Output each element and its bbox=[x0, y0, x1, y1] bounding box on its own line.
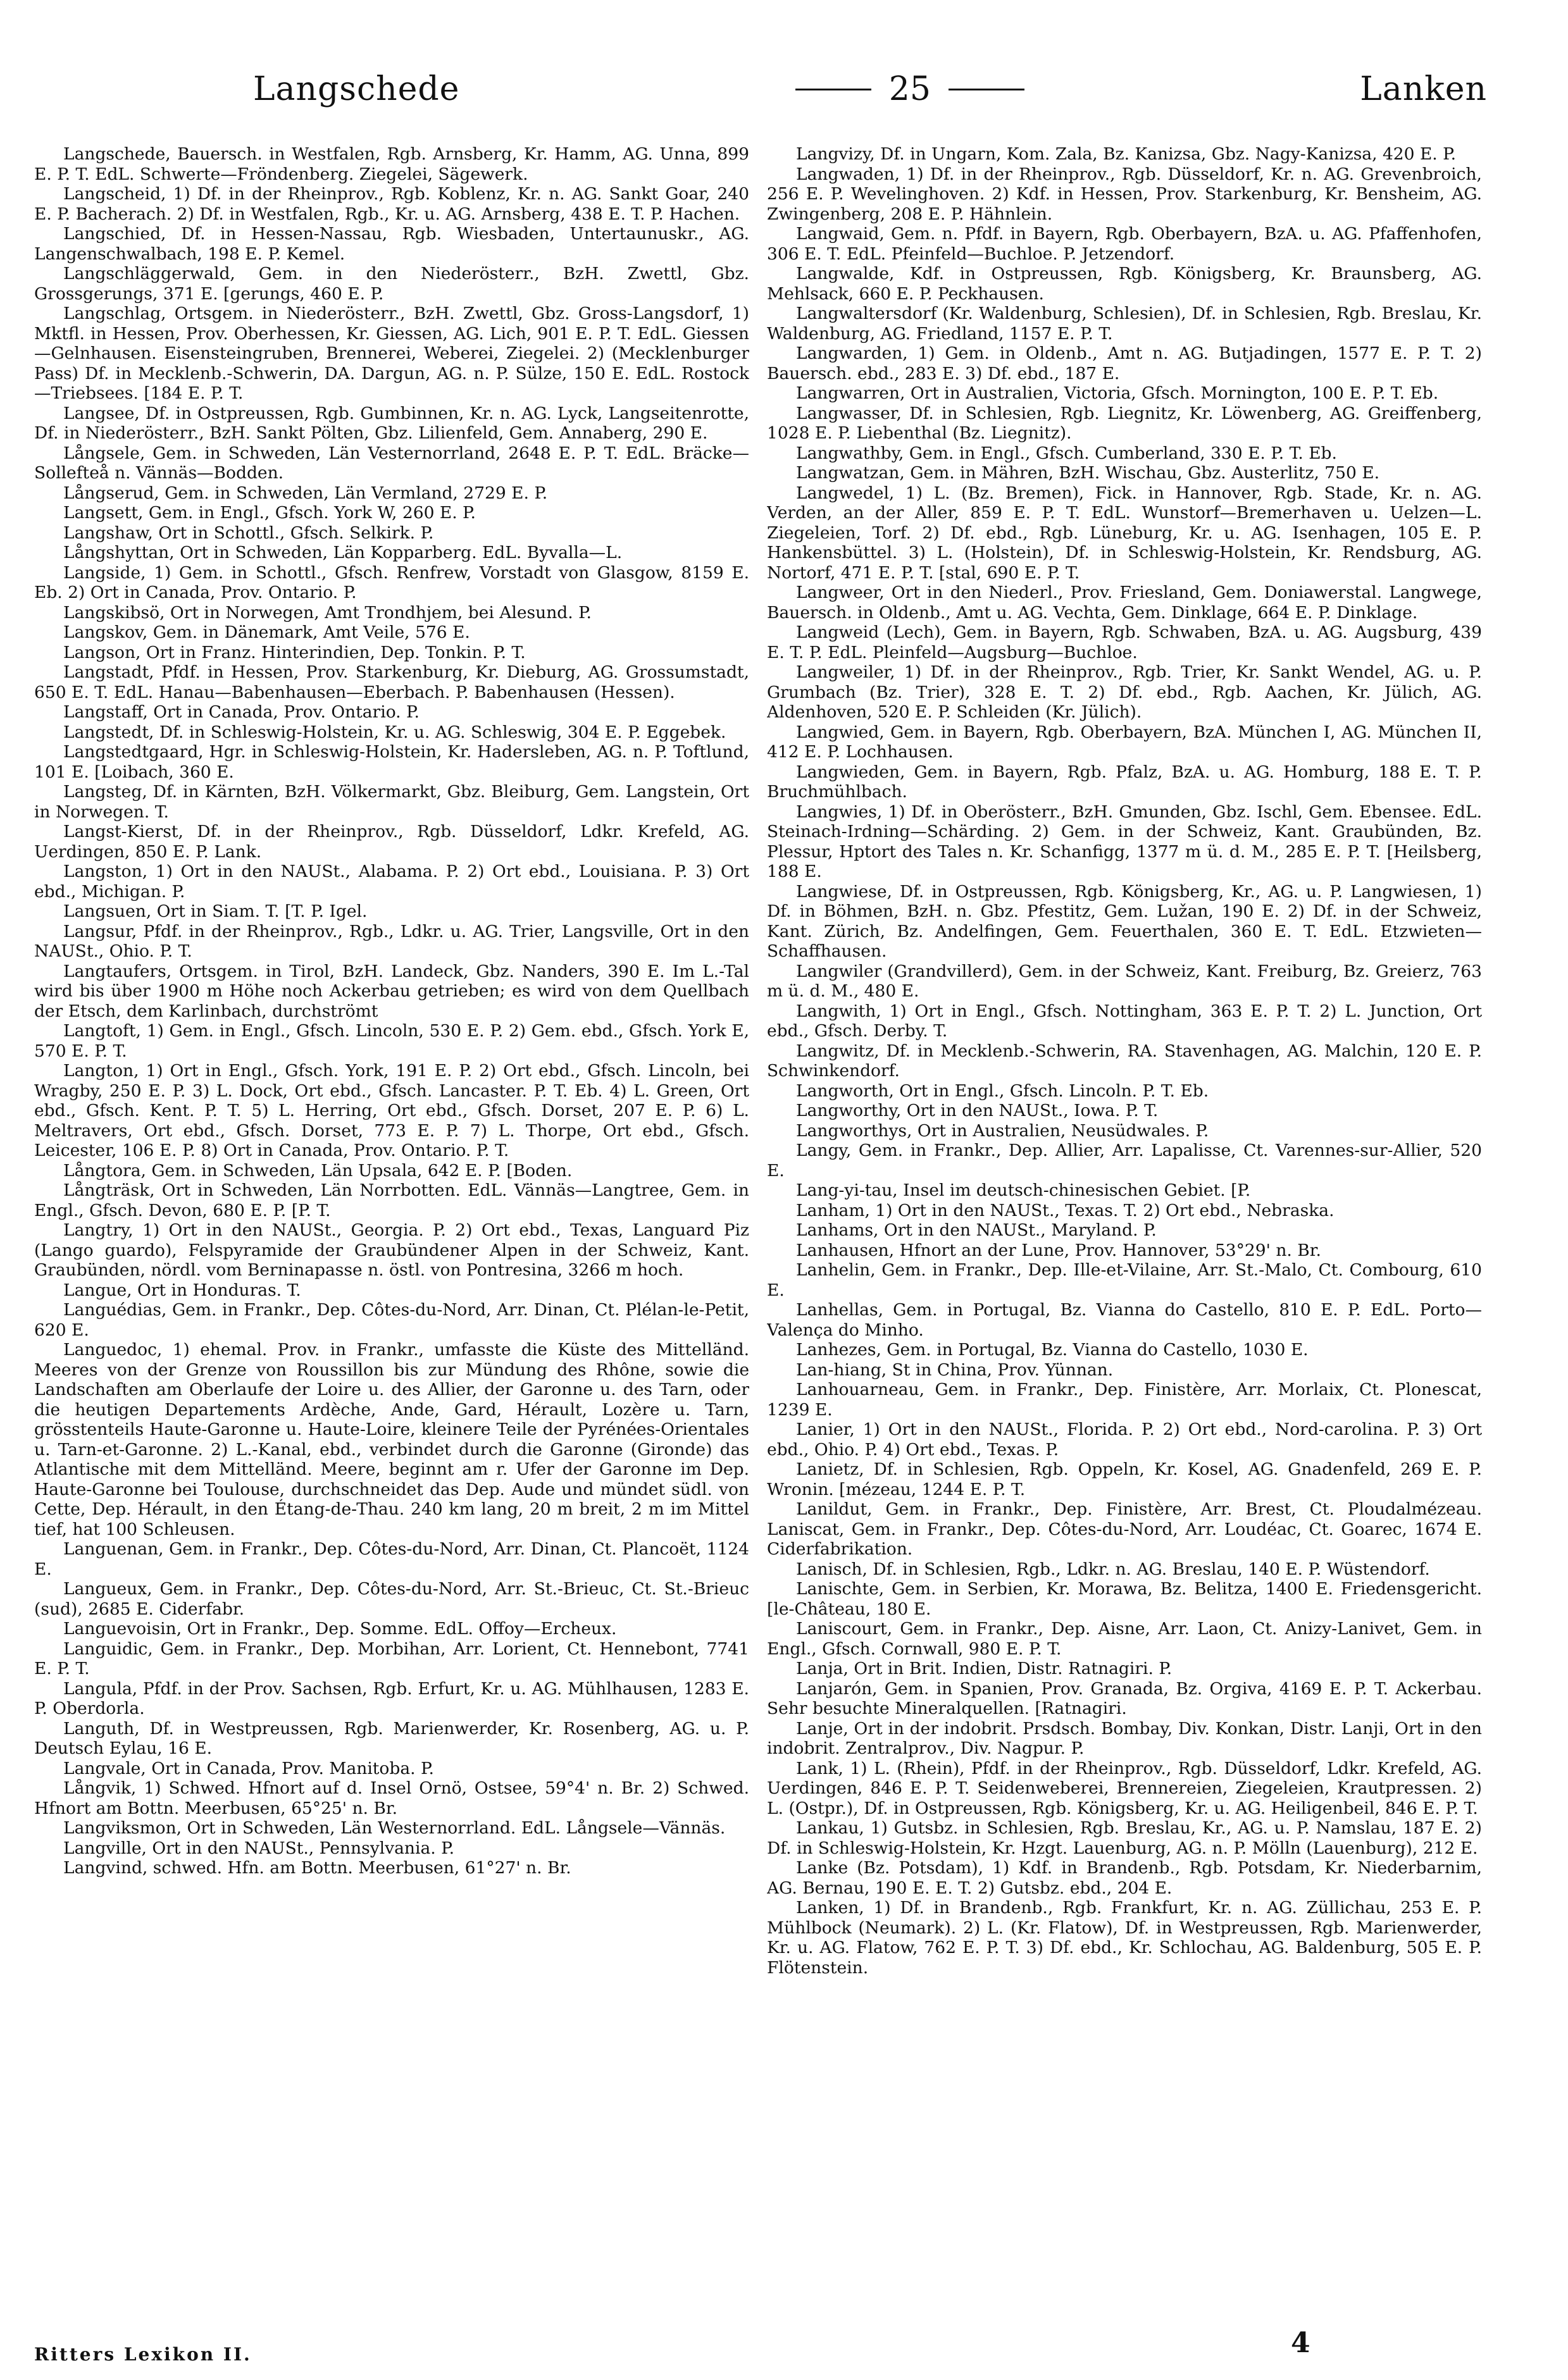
right-column bbox=[767, 144, 1482, 2342]
dictionary-entry: Langwaden, 1) Df. in der Rheinprov., Rgb. Düsseldorf, Kr. n. AG. Grevenbroich, 256 E. P. Wevelinghoven. 2) Kdf. in Hessen, Prov. Starkenburg, Kr. Bensheim, AG. Zwingenberg, 208 E. P. Hähnlein. bbox=[767, 164, 1482, 224]
dictionary-entry: Langscheid, 1) Df. in der Rheinprov., Rgb. Koblenz, Kr. n. AG. Sankt Goar, 240 E. P. Bacherach. 2) Df. in Westfalen, Rgb., Kr. u. AG. Arnsberg, 438 E. T. P. Hachen. bbox=[34, 184, 749, 224]
dictionary-entry: Langshaw, Ort in Schottl., Gfsch. Selkirk. P. bbox=[63, 523, 434, 543]
dictionary-entry: Langvizy, Df. in Ungarn, Kom. Zala, Bz. Kanizsa, Gbz. Nagy-Kanizsa, 420 E. P. bbox=[796, 144, 1457, 164]
dictionary-entry: Lanier, 1) Ort in den NAUSt., Florida. P. 2) Ort ebd., Nord-carolina. P. 3) Ort ebd., Ohio. P. 4) Ort ebd., Texas. P. bbox=[767, 1420, 1482, 1460]
dictionary-entry: Langstadt, Pfdf. in Hessen, Prov. Starkenburg, Kr. Dieburg, AG. Grossumstadt, 650 E. T. EdL. Hanau—Babenhausen—Eberbach. P. Babenhausen (Hessen). bbox=[34, 662, 749, 702]
dictionary-entry: Långvik, 1) Schwed. Hfnort auf d. Insel Ornö, Ostsee, 59°4' n. Br. 2) Schwed. Hfnort am Bottn. Meerbusen, 65°25' n. Br. bbox=[34, 1778, 749, 1818]
dictionary-entry: Langwiler (Grandvillerd), Gem. in der Schweiz, Kant. Freiburg, Bz. Greierz, 763 m ü. d. M., 480 E. bbox=[767, 961, 1482, 1001]
header-center bbox=[795, 70, 1024, 108]
dictionary-entry: Langviksmon, Ort in Schweden, Län Westernorrland. EdL. Långsele—Vännäs. bbox=[63, 1818, 726, 1838]
dictionary-entry: Languth, Df. in Westpreussen, Rgb. Marienwerder, Kr. Rosenberg, AG. u. P. Deutsch Eylau, 16 E. bbox=[34, 1718, 749, 1758]
dictionary-entry: Lanja, Ort in Brit. Indien, Distr. Ratnagiri. P. bbox=[796, 1659, 1173, 1678]
dictionary-entry: Langweiler, 1) Df. in der Rheinprov., Rgb. Trier, Kr. Sankt Wendel, AG. u. P. Grumbach (Bz. Trier), 328 E. T. 2) Df. ebd., Rgb. Aachen, Kr. Jülich, AG. Aldenhoven, 520 E. P. Schleiden (Kr. Jülich). bbox=[767, 662, 1482, 722]
page-number: 25 bbox=[888, 70, 931, 108]
dictionary-entry: Laniscourt, Gem. in Frankr., Dep. Aisne, Arr. Laon, Ct. Anizy-Lanivet, Gem. in Engl., Gfsch. Cornwall, 980 E. P. T. bbox=[767, 1619, 1482, 1659]
dictionary-entry: Lanhouarneau, Gem. in Frankr., Dep. Finistère, Arr. Morlaix, Ct. Plonescat, 1239 E. bbox=[767, 1380, 1482, 1420]
dictionary-entry: Lanhezes, Gem. in Portugal, Bz. Vianna do Castello, 1030 E. bbox=[796, 1340, 1309, 1360]
dictionary-entry: Langue, Ort in Honduras. T. bbox=[63, 1280, 301, 1300]
dictionary-entry: Langwitz, Df. in Mecklenb.-Schwerin, RA. Stavenhagen, AG. Malchin, 120 E. P. Schwinkendorf. bbox=[767, 1041, 1482, 1081]
dictionary-entry: Langskibsö, Ort in Norwegen, Amt Trondhjem, bei Alesund. P. bbox=[63, 602, 592, 623]
dictionary-entry: Lang-yi-tau, Insel im deutsch-chinesischen Gebiet. [P. bbox=[796, 1181, 1251, 1200]
dictionary-entry: Langwaid, Gem. n. Pfdf. in Bayern, Rgb. Oberbayern, BzA. u. AG. Pfaffenhofen, 306 E. T. EdL. Pfeinfeld—Buchloe. P. Jetzendorf. bbox=[767, 224, 1482, 264]
dictionary-entry: Lanhausen, Hfnort an der Lune, Prov. Hannover, 53°29' n. Br. bbox=[796, 1240, 1321, 1260]
dictionary-entry: Langstaff, Ort in Canada, Prov. Ontario. P. bbox=[63, 702, 420, 722]
dictionary-entry: Langwith, 1) Ort in Engl., Gfsch. Nottingham, 363 E. P. T. 2) L. Junction, Ort ebd., Gfsch. Derby. T. bbox=[767, 1001, 1482, 1041]
dictionary-entry: Langy, Gem. in Frankr., Dep. Allier, Arr. Lapalisse, Ct. Varennes-sur-Allier, 520 E. bbox=[767, 1141, 1482, 1181]
dictionary-entry: Langsett, Gem. in Engl., Gfsch. York W, 260 E. P. bbox=[63, 503, 476, 523]
dictionary-entry: Langtry, 1) Ort in den NAUSt., Georgia. P. 2) Ort ebd., Texas, Languard Piz (Lango guardo), Felspyramide der Graubündener Alpen in der Schweiz, Kant. Graubünden, nördl. vom Berninapasse n. östl. von Pontresina, 3266 m hoch. bbox=[34, 1220, 749, 1280]
dictionary-entry: Lanje, Ort in der indobrit. Prsdsch. Bombay, Div. Konkan, Distr. Lanji, Ort in den indobrit. Zentralprov., Div. Nagpur. P. bbox=[767, 1718, 1482, 1758]
dictionary-entry: Lanildut, Gem. in Frankr., Dep. Finistère, Arr. Brest, Ct. Ploudalmézeau. Laniscat, Gem. in Frankr., Dep. Côtes-du-Nord, Arr. Loudéac, Ct. Goarec, 1674 E. Ciderfabrikation. bbox=[767, 1499, 1482, 1559]
dictionary-entry: Lanke (Bz. Potsdam), 1) Kdf. in Brandenb., Rgb. Potsdam, Kr. Niederbarnim, AG. Bernau, 190 E. E. T. 2) Gutsbz. ebd., 204 E. bbox=[767, 1858, 1482, 1898]
dictionary-entry: Langula, Pfdf. in der Prov. Sachsen, Rgb. Erfurt, Kr. u. AG. Mühlhausen, 1283 E. P. Oberdorla. bbox=[34, 1678, 749, 1718]
dictionary-entry: Langwies, 1) Df. in Oberösterr., BzH. Gmunden, Gbz. Ischl, Gem. Ebensee. EdL. Steinach-Irdning—Schärding. 2) Gem. in der Schweiz, Kant. Graubünden, Bz. Plessur, Hptort des Tales n. Kr. Schanfigg, 1377 m ü. d. M., 285 E. P. T. [Heilsberg, 188 E. bbox=[767, 802, 1482, 881]
dictionary-entry: Langton, 1) Ort in Engl., Gfsch. York, 191 E. P. 2) Ort ebd., Gfsch. Lincoln, bei Wragby, 250 E. P. 3) L. Dock, Ort ebd., Gfsch. Lancaster. P. T. Eb. 4) L. Green, Ort ebd., Gfsch. Kent. P. T. 5) L. Herring, Ort ebd., Gfsch. Dorset, 207 E. P. 6) L. Meltravers, Ort ebd., Gfsch. Dorset, 773 E. P. 7) L. Thorpe, Ort ebd., Gfsch. Leicester, 106 E. P. 8) Ort in Canada, Prov. Ontario. P. T. bbox=[34, 1061, 749, 1160]
dictionary-entry: Langwarden, 1) Gem. in Oldenb., Amt n. AG. Butjadingen, 1577 E. P. T. 2) Bauersch. ebd., 283 E. 3) Df. ebd., 187 E. bbox=[767, 344, 1482, 383]
footer-sheet-mark: 4 bbox=[1291, 2327, 1310, 2359]
dictionary-entry: Langst-Kierst, Df. in der Rheinprov., Rgb. Düsseldorf, Ldkr. Krefeld, AG. Uerdingen, 850 E. P. Lank. bbox=[34, 822, 749, 862]
dictionary-entry: Languenan, Gem. in Frankr., Dep. Côtes-du-Nord, Arr. Dinan, Ct. Plancoët, 1124 E. bbox=[34, 1539, 749, 1579]
header-dash-left bbox=[795, 89, 871, 90]
header-dash-right bbox=[949, 89, 1024, 90]
dictionary-entry: Langstedt, Df. in Schleswig-Holstein, Kr. u. AG. Schleswig, 304 E. P. Eggebek. bbox=[63, 722, 726, 742]
dictionary-entry: Langson, Ort in Franz. Hinterindien, Dep. Tonkin. P. T. bbox=[63, 642, 526, 662]
dictionary-entry: Langwieden, Gem. in Bayern, Rgb. Pfalz, BzA. u. AG. Homburg, 188 E. T. P. Bruchmühlbach. bbox=[767, 762, 1482, 802]
dictionary-entry: Langskov, Gem. in Dänemark, Amt Veile, 576 E. bbox=[63, 623, 470, 642]
dictionary-entry: Languevoisin, Ort in Frankr., Dep. Somme. EdL. Offoy—Ercheux. bbox=[63, 1619, 617, 1639]
dictionary-entry: Langwedel, 1) L. (Bz. Bremen), Fick. in Hannover, Rgb. Stade, Kr. n. AG. Verden, an der Aller, 859 E. P. T. EdL. Wunstorf—Bremerhaven u. Uelzen—L. Ziegeleien, Torf. 2) Df. ebd., Rgb. Lüneburg, Kr. u. AG. Isenhagen, 105 E. P. Hankensbüttel. 3) L. (Holstein), Df. in Schleswig-Holstein, Kr. Rendsburg, AG. Nortorf, 471 E. P. T. [stal, 690 E. P. T. bbox=[767, 483, 1482, 583]
dictionary-entry: Langside, 1) Gem. in Schottl., Gfsch. Renfrew, Vorstadt von Glasgow, 8159 E. Eb. 2) Ort in Canada, Prov. Ontario. P. bbox=[34, 562, 749, 602]
dictionary-entry: Langueux, Gem. in Frankr., Dep. Côtes-du-Nord, Arr. St.-Brieuc, Ct. St.-Brieuc (sud), 2685 E. Ciderfabr. bbox=[34, 1579, 749, 1619]
dictionary-entry: Langsee, Df. in Ostpreussen, Rgb. Gumbinnen, Kr. n. AG. Lyck, Langseitenrotte, Df. in Niederösterr., BzH. Sankt Pölten, Gbz. Lilienfeld, Gem. Annaberg, 290 E. bbox=[34, 403, 749, 443]
dictionary-entry: Lanjarón, Gem. in Spanien, Prov. Granada, Bz. Orgiva, 4169 E. P. T. Ackerbau. Sehr besuchte Mineralquellen. [Ratnagiri. bbox=[767, 1678, 1482, 1718]
dictionary-entry: Långsele, Gem. in Schweden, Län Vesternorrland, 2648 E. P. T. EdL. Bräcke—Sollefteå n. Vännäs—Bodden. bbox=[34, 443, 749, 483]
dictionary-entry: Lanham, 1) Ort in den NAUSt., Texas. T. 2) Ort ebd., Nebraska. bbox=[796, 1200, 1335, 1220]
dictionary-entry: Langwasser, Df. in Schlesien, Rgb. Liegnitz, Kr. Löwenberg, AG. Greiffenberg, 1028 E. P. Liebenthal (Bz. Liegnitz). bbox=[767, 403, 1482, 443]
dictionary-entry: Lanhams, Ort in den NAUSt., Maryland. P. bbox=[796, 1220, 1157, 1240]
dictionary-entry: Languédias, Gem. in Frankr., Dep. Côtes-du-Nord, Arr. Dinan, Ct. Plélan-le-Petit, 620 E. bbox=[34, 1300, 749, 1340]
dictionary-entry: Lanisch, Df. in Schlesien, Rgb., Ldkr. n. AG. Breslau, 140 E. P. Wüstendorf. bbox=[796, 1559, 1430, 1579]
dictionary-entry: Langtoft, 1) Gem. in Engl., Gfsch. Lincoln, 530 E. P. 2) Gem. ebd., Gfsch. York E, 570 E. P. T. bbox=[34, 1021, 749, 1061]
dictionary-entry: Langsteg, Df. in Kärnten, BzH. Völkermarkt, Gbz. Bleiburg, Gem. Langstein, Ort in Norwegen. T. bbox=[34, 782, 749, 822]
dictionary-entry: Languedoc, 1) ehemal. Prov. in Frankr., umfasste die Küste des Mittelländ. Meeres von der Grenze von Roussillon bis zur Mündung des Rhône, sowie die Landschaften am Oberlaufe der Loire u. des Allier, der Garonne u. des Tarn, oder die heutigen Departements Ardèche, Ande, Gard, Hérault, Lozère u. Tarn, grösstenteils Haute-Garonne u. Haute-Loire, kleinere Teile der Pyrénées-Orientales u. Tarn-et-Garonne. 2) L.-Kanal, ebd., verbindet durch die Garonne (Gironde) das Atlantische mit dem Mittelländ. Meere, beginnt am r. Ufer der Garonne im Dep. Haute-Garonne bei Toulouse, durchschneidet das Dep. Aude und mündet südl. von Cette, Dep. Hérault, in den Étang-de-Thau. 240 km lang, 20 m breit, 2 m im Mittel tief, hat 100 Schleusen. bbox=[34, 1340, 749, 1539]
dictionary-entry: Lankau, 1) Gutsbz. in Schlesien, Rgb. Breslau, Kr., AG. u. P. Namslau, 187 E. 2) Df. in Schleswig-Holstein, Kr. Hzgt. Lauenburg, AG. n. P. Mölln (Lauenburg), 212 E. bbox=[767, 1818, 1482, 1858]
dictionary-entry: Langworthy, Ort in den NAUSt., Iowa. P. T. bbox=[796, 1101, 1159, 1120]
dictionary-entry: Långserud, Gem. in Schweden, Län Vermland, 2729 E. P. bbox=[63, 483, 548, 503]
dictionary-entry: Langvale, Ort in Canada, Prov. Manitoba. P. bbox=[63, 1758, 434, 1778]
dictionary-entry: Lanischte, Gem. in Serbien, Kr. Morawa, Bz. Belitza, 1400 E. Friedensgericht. [le-Château, 180 E. bbox=[767, 1579, 1482, 1619]
footer-signature: Ritters Lexikon II. bbox=[34, 2344, 252, 2365]
dictionary-entry: Langvind, schwed. Hfn. am Bottn. Meerbusen, 61°27' n. Br. bbox=[63, 1858, 571, 1878]
dictionary-entry: Langwiese, Df. in Ostpreussen, Rgb. Königsberg, Kr., AG. u. P. Langwiesen, 1) Df. in Böhmen, BzH. n. Gbz. Pfestitz, Gem. Lužan, 190 E. 2) Df. in der Schweiz, Kant. Zürich, Bz. Andelfingen, Gem. Feuerthalen, 360 E. T. EdL. Etzwieten—Schaffhausen. bbox=[767, 881, 1482, 961]
dictionary-entry: Langwathby, Gem. in Engl., Gfsch. Cumberland, 330 E. P. T. Eb. bbox=[796, 443, 1337, 463]
dictionary-entry: Langwied, Gem. in Bayern, Rgb. Oberbayern, BzA. München I, AG. München II, 412 E. P. Lochhausen. bbox=[767, 722, 1482, 762]
dictionary-entry: Langschede, Bauersch. in Westfalen, Rgb. Arnsberg, Kr. Hamm, AG. Unna, 899 E. P. T. EdL. Schwerte—Fröndenberg. Ziegelei, Sägewerk. bbox=[34, 144, 749, 184]
dictionary-entry: Lanken, 1) Df. in Brandenb., Rgb. Frankfurt, Kr. n. AG. Züllichau, 253 E. P. Mühlbock (Neumark). 2) L. (Kr. Flatow), Df. in Westpreussen, Rgb. Marienwerder, Kr. u. AG. Flatow, 762 E. P. T. 3) Df. ebd., Kr. Schlochau, AG. Baldenburg, 505 E. P. Flötenstein. bbox=[767, 1898, 1482, 1978]
dictionary-entry: Langschied, Df. in Hessen-Nassau, Rgb. Wiesbaden, Untertaunuskr., AG. Langenschwalbach, 198 E. P. Kemel. bbox=[34, 224, 749, 264]
dictionary-entry: Langstedtgaard, Hgr. in Schleswig-Holstein, Kr. Hadersleben, AG. n. P. Toftlund, 101 E. [Loibach, 360 E. bbox=[34, 742, 749, 782]
dictionary-entry: Lan-hiang, St in China, Prov. Yünnan. bbox=[796, 1360, 1114, 1380]
dictionary-entry: Langtaufers, Ortsgem. in Tirol, BzH. Landeck, Gbz. Nanders, 390 E. Im L.-Tal wird bis über 1900 m Höhe noch Ackerbau getrieben; es wird von dem Quellbach der Etsch, dem Karlinbach, durchströmt bbox=[34, 961, 749, 1021]
dictionary-entry: Langville, Ort in den NAUSt., Pennsylvania. P. bbox=[63, 1838, 455, 1858]
dictionary-entry: Langworthys, Ort in Australien, Neusüdwales. P. bbox=[796, 1120, 1209, 1141]
left-column bbox=[34, 144, 749, 2342]
header-right-keyword: Lanken bbox=[1360, 70, 1487, 108]
page-header bbox=[253, 61, 1487, 118]
dictionary-entry: Långträsk, Ort in Schweden, Län Norrbotten. EdL. Vännäs—Langtree, Gem. in Engl., Gfsch. Devon, 680 E. P. [P. T. bbox=[34, 1181, 749, 1220]
dictionary-entry: Långshyttan, Ort in Schweden, Län Kopparberg. EdL. Byvalla—L. bbox=[63, 543, 623, 562]
header-left-keyword: Langschede bbox=[253, 70, 460, 108]
dictionary-entry: Langweid (Lech), Gem. in Bayern, Rgb. Schwaben, BzA. u. AG. Augsburg, 439 E. T. P. EdL. Pleinfeld—Augsburg—Buchloe. bbox=[767, 623, 1482, 662]
dictionary-entry: Langsuen, Ort in Siam. T. [T. P. Igel. bbox=[63, 902, 368, 921]
dictionary-entry: Langweer, Ort in den Niederl., Prov. Friesland, Gem. Doniawerstal. Langwege, Bauersch. in Oldenb., Amt u. AG. Vechta, Gem. Dinklage, 664 E. P. Dinklage. bbox=[767, 583, 1482, 623]
dictionary-entry: Lanhelin, Gem. in Frankr., Dep. Ille-et-Vilaine, Arr. St.-Malo, Ct. Combourg, 610 E. bbox=[767, 1260, 1482, 1300]
dictionary-entry: Langwaltersdorf (Kr. Waldenburg, Schlesien), Df. in Schlesien, Rgb. Breslau, Kr. Waldenburg, AG. Friedland, 1157 E. P. T. bbox=[767, 304, 1482, 344]
dictionary-entry: Långtora, Gem. in Schweden, Län Upsala, 642 E. P. [Boden. bbox=[63, 1160, 573, 1181]
dictionary-entry: Lanhellas, Gem. in Portugal, Bz. Vianna do Castello, 810 E. P. EdL. Porto—Valença do Minho. bbox=[767, 1300, 1482, 1340]
dictionary-entry: Langschläggerwald, Gem. in den Niederösterr., BzH. Zwettl, Gbz. Grossgerungs, 371 E. [gerungs, 460 E. P. bbox=[34, 264, 749, 304]
dictionary-entry: Languidic, Gem. in Frankr., Dep. Morbihan, Arr. Lorient, Ct. Hennebont, 7741 E. P. T. bbox=[34, 1639, 749, 1678]
dictionary-entry: Langwalde, Kdf. in Ostpreussen, Rgb. Königsberg, Kr. Braunsberg, AG. Mehlsack, 660 E. P. Peckhausen. bbox=[767, 264, 1482, 304]
dictionary-entry: Langschlag, Ortsgem. in Niederösterr., BzH. Zwettl, Gbz. Gross-Langsdorf, 1) Mktfl. in Hessen, Prov. Oberhessen, Kr. Giessen, AG. Lich, 901 E. P. T. EdL. Giessen—Gelnhausen. Eisensteingruben, Brennerei, Weberei, Ziegelei. 2) (Mecklenburger Pass) Df. in Mecklenb.-Schwerin, DA. Dargun, AG. n. P. Sülze, 150 E. EdL. Rostock—Triebsees. [184 E. P. T. bbox=[34, 304, 749, 403]
dictionary-entry: Langwarren, Ort in Australien, Victoria, Gfsch. Mornington, 100 E. P. T. Eb. bbox=[796, 383, 1439, 403]
dictionary-entry: Lanietz, Df. in Schlesien, Rgb. Oppeln, Kr. Kosel, AG. Gnadenfeld, 269 E. P. Wronin. [mézeau, 1244 E. P. T. bbox=[767, 1460, 1482, 1499]
dictionary-entry: Langwatzan, Gem. in Mähren, BzH. Wischau, Gbz. Austerlitz, 750 E. bbox=[796, 463, 1380, 483]
dictionary-entry: Lank, 1) L. (Rhein), Pfdf. in der Rheinprov., Rgb. Düsseldorf, Ldkr. Krefeld, AG. Uerdingen, 846 E. P. T. Seidenweberei, Brennereien, Ziegeleien, Krautpressen. 2) L. (Ostpr.), Df. in Ostpreussen, Rgb. Königsberg, Kr. u. AG. Heiligenbeil, 846 E. P. T. bbox=[767, 1758, 1482, 1818]
dictionary-entry: Langston, 1) Ort in den NAUSt., Alabama. P. 2) Ort ebd., Louisiana. P. 3) Ort ebd., Michigan. P. bbox=[34, 862, 749, 902]
dictionary-entry: Langsur, Pfdf. in der Rheinprov., Rgb., Ldkr. u. AG. Trier, Langsville, Ort in den NAUSt., Ohio. P. T. bbox=[34, 921, 749, 961]
dictionary-entry: Langworth, Ort in Engl., Gfsch. Lincoln. P. T. Eb. bbox=[796, 1081, 1209, 1101]
